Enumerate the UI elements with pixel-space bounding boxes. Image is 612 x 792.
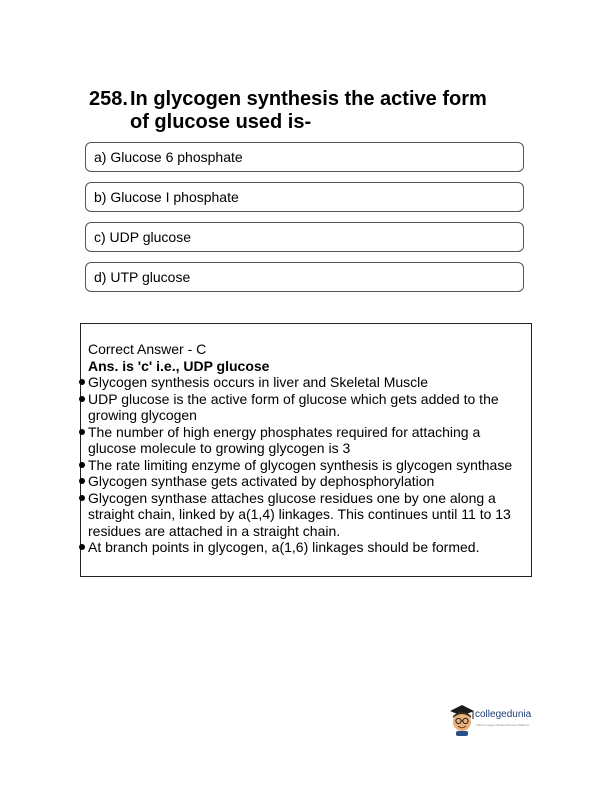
question [89, 88, 549, 134]
option-a[interactable]: a) Glucose 6 phosphate [85, 142, 524, 172]
brand-name: collegedunia [475, 709, 532, 720]
explanation-item: Glycogen synthase attaches glucose residues one by one along a straight chain, linked by a(1,4) linkages. This continues until 11 to 13 residues are attached in a straight chain. [88, 490, 523, 540]
option-b[interactable]: b) Glucose I phosphate [85, 182, 524, 212]
correct-answer-label: Correct Answer - C [88, 341, 207, 357]
question-number: 258. [89, 88, 128, 110]
explanation-item: UDP glucose is the active form of glucose which gets added to the growing glycogen [88, 391, 523, 424]
question-line-1 [89, 88, 549, 111]
explanation-item: Glycogen synthase gets activated by dephosphorylation [88, 473, 523, 490]
answer-box [80, 323, 532, 577]
collegedunia-logo [448, 700, 548, 740]
explanation-list [88, 374, 523, 556]
explanation-item: The rate limiting enzyme of glycogen synthesis is glycogen synthase [88, 457, 523, 474]
question-text-line-1: In glycogen synthesis the active form [130, 88, 487, 110]
question-text-line-2: of glucose used is- [130, 111, 312, 133]
mascot-icon [448, 702, 476, 736]
explanation-item: Glycogen synthesis occurs in liver and Skeletal Muscle [88, 374, 523, 391]
explanation-item: The number of high energy phosphates required for attaching a glucose molecule to growing glycogen is 3 [88, 424, 523, 457]
option-d[interactable]: d) UTP glucose [85, 262, 524, 292]
brand-tagline: India's Largest Student Review Platform [476, 723, 530, 727]
answer-heading: Ans. is 'c' i.e., UDP glucose [88, 357, 270, 374]
explanation-item: At branch points in glycogen, a(1,6) linkages should be formed. [88, 539, 523, 556]
option-c[interactable]: c) UDP glucose [85, 222, 524, 252]
